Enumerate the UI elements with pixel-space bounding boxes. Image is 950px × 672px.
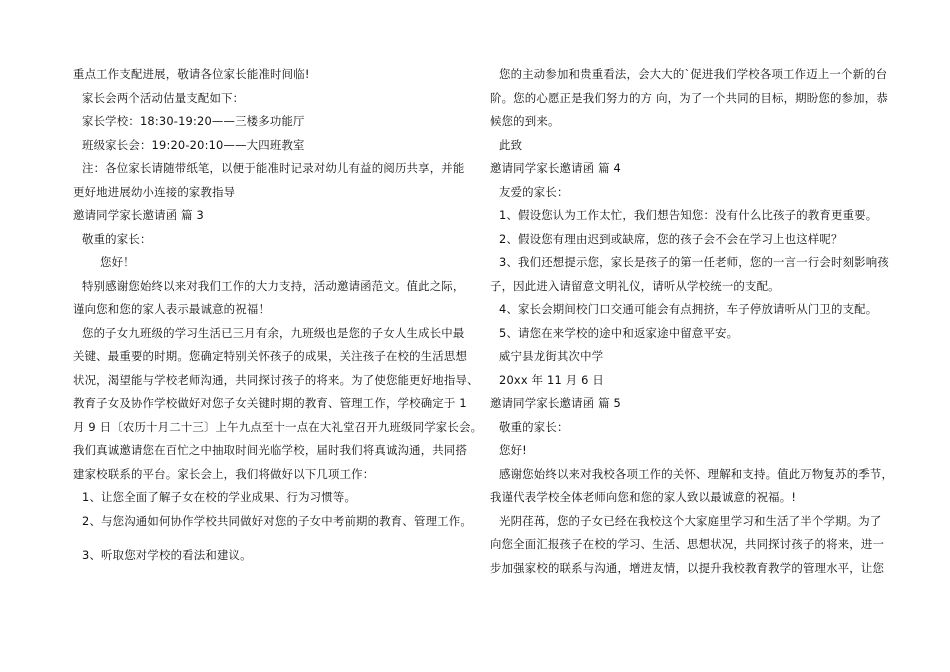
text-line: 子，因此进入请留意文明礼仪，请听从学校统一的支配。 xyxy=(490,278,780,293)
text-line: 1、让您全面了解子女在校的学业成果、行为习惯等。 xyxy=(82,490,357,504)
text-line: 4、家长会期间校门口交通可能会有点拥挤，车子停放请听从门卫的支配。 xyxy=(499,302,878,316)
text-line: 教育子女及协作学校做好对您子女关键时期的教育、管理工作，学校确定于 1 xyxy=(73,396,467,410)
text-line: 2、假设您有理由迟到或缺席，您的孩子会不会在学习上也这样呢？ xyxy=(499,231,843,246)
text-line: 候您的到来。 xyxy=(490,114,560,128)
text-line: 您的主动参加和贵重看法，会大大的`促进我们学校各项工作迈上一个新的台 xyxy=(499,67,888,81)
text-line: 特别感谢您始终以来对我们工作的大力支持，活动邀请函范文。值此之际， xyxy=(82,278,465,293)
text-line: 友爱的家长： xyxy=(499,184,569,199)
text-line: 我谨代表学校全体老师向您和您的家人致以最诚意的祝福。! xyxy=(490,490,797,504)
text-line: 月 9 日〔农历十月二十三〕上午九点至十一点在大礼堂召开九班级同学家长会。 xyxy=(73,419,483,434)
text-line: 光阴荏苒，您的子女已经在我校这个大家庭里学习和生活了半个学期。为了 xyxy=(499,513,882,528)
text-line: 敬重的家长： xyxy=(82,231,152,246)
text-line: 3、我们还想提示您，家长是孩子的第一任老师，您的一言一行会时刻影响孩 xyxy=(499,255,889,269)
text-line: 威宁县龙街其次中学 xyxy=(499,349,604,363)
paragraph-gap xyxy=(73,533,468,544)
text-line: 家长会两个活动估量支配如下： xyxy=(82,90,245,105)
text-line: 谨向您和您的家人表示最诚意的祝福！ xyxy=(73,302,271,316)
text-line: 邀请同学家长邀请函 篇 3 xyxy=(73,208,204,222)
text-line: 步加强家校的联系与沟通，增进友情，以提升我校教育教学的管理水平，让您 xyxy=(490,560,885,575)
left-column xyxy=(73,63,483,568)
text-line: 2、与您沟通如何协作学校共同做好对您的子女中考前期的教育、管理工作。 xyxy=(82,513,472,528)
text-line: 您好! xyxy=(499,443,527,457)
text-line: 重点工作支配进展，敬请各位家长能准时间临! xyxy=(73,67,310,81)
text-line: 建家校联系的平台。家长会上，我们将做好以下几项工作： xyxy=(73,466,375,481)
text-line: 邀请同学家长邀请函 篇 4 xyxy=(490,161,621,175)
text-line: 家长学校：18:30-19:20——三楼多功能厅 xyxy=(82,114,305,128)
text-line: 感谢您始终以来对我校各项工作的关怀、理解和支持。值此万物复苏的季节， xyxy=(499,466,894,481)
text-line: 邀请同学家长邀请函 篇 5 xyxy=(490,396,621,410)
text-line: 我们真诚邀请您在百忙之中抽取时间光临学校，届时我们将真诚沟通，共同搭 xyxy=(73,443,468,457)
text-line: 此致 xyxy=(499,137,523,152)
text-line: 更好地进展幼小连接的家教指导 xyxy=(73,184,236,199)
right-column xyxy=(490,63,894,580)
text-line: 敬重的家长： xyxy=(499,419,569,434)
text-line: 班级家长会：19:20-20:10——大四班教室 xyxy=(82,137,305,152)
text-line: 关键、最重要的时期。您确定特别关怀孩子的成果，关注孩子在校的生活思想 xyxy=(73,349,468,363)
text-line: 您的子女九班级的学习生活已三月有余，九班级也是您的子女人生成长中最 xyxy=(82,325,465,340)
text-line: 1、假设您认为工作太忙，我们想告知您：没有什么比孩子的教育更重要。 xyxy=(499,208,878,222)
text-line: 向您全面汇报孩子在校的学习、生活、思想状况，共同探讨孩子的将来，进一 xyxy=(490,537,885,551)
text-line: 您好！ xyxy=(100,255,135,269)
text-line: 20xx 年 11 月 6 日 xyxy=(499,372,604,387)
text-line: 注：各位家长请随带纸笔，以便于能准时记录对幼儿有益的阅历共享，并能 xyxy=(82,161,465,175)
text-line: 3、听取您对学校的看法和建议。 xyxy=(82,548,252,562)
text-line: 5、请您在来学校的途中和返家途中留意平安。 xyxy=(499,325,739,340)
text-line: 状况，渴望能与学校老师沟通，共同探讨孩子的将来。为了使您能更好地指导、 xyxy=(73,372,479,387)
text-line: 阶。您的心愿正是我们努力的方 向，为了一个共同的目标，期盼您的参加，恭 xyxy=(490,90,888,105)
